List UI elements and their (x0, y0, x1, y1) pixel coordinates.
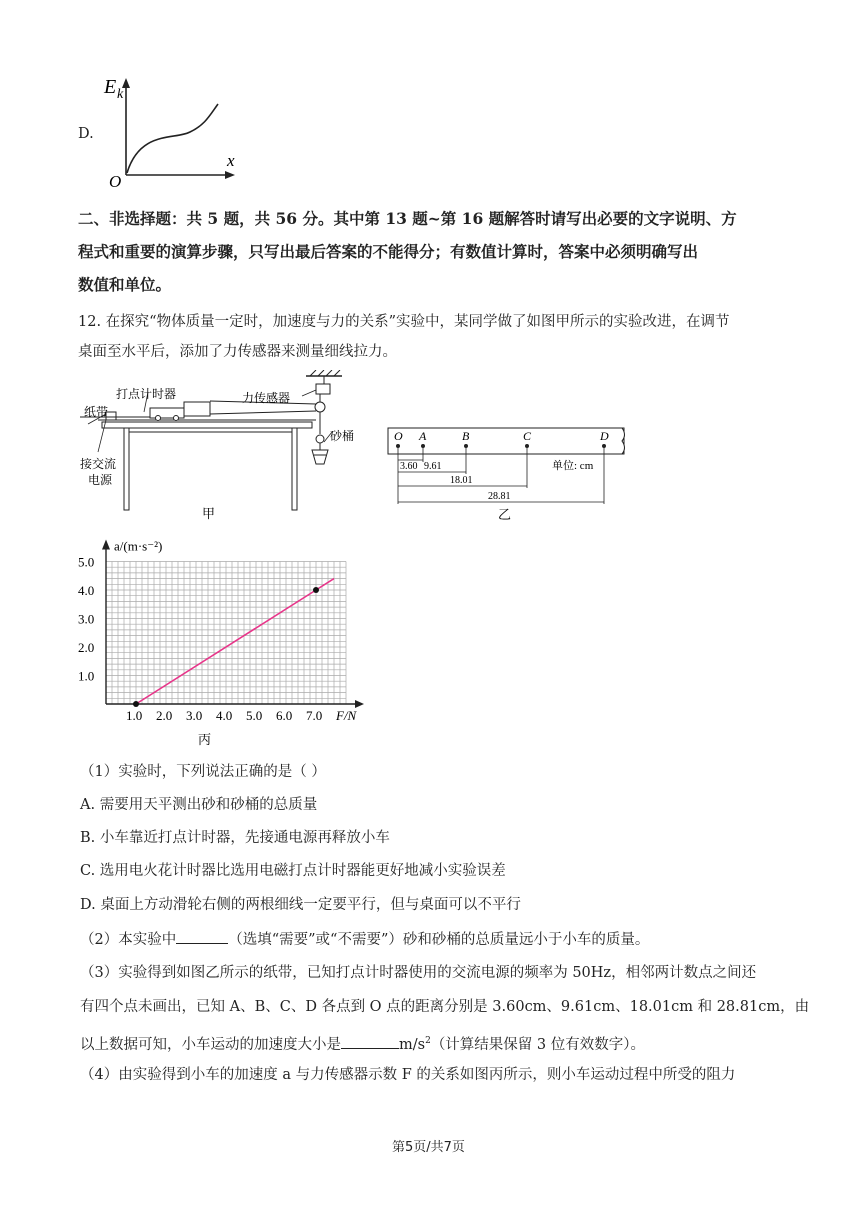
sub1-option-c: C. 选用电火花计时器比选用电磁打点计时器能更好地减小实验误差 (80, 863, 506, 879)
y-axis-title: a/(m·s⁻²) (114, 538, 163, 554)
x-tick-label: 1.0 (126, 708, 143, 723)
sub3-line3-post: （计算结果保留 3 位有效数字）。 (430, 1036, 646, 1053)
caption-yi: 乙 (498, 507, 512, 522)
q12-stem-line2: 桌面至水平后，添加了力传感器来测量细线拉力。 (78, 344, 397, 360)
option-d-label: D. (78, 126, 94, 142)
label-power-1: 接交流 (80, 457, 117, 471)
figure-bing-chart (76, 530, 376, 752)
sub1-option-d: D. 桌面上方动滑轮右侧的两根细线一定要平行，但与桌面可以不平行 (80, 897, 521, 913)
sub2-post: （选填“需要”或“不需要”）砂和砂桶的总质量远小于小车的质量。 (228, 932, 650, 948)
caption-jia: 甲 (202, 506, 216, 521)
section2-line3: 数值和单位。 (78, 275, 172, 294)
option-d-graph (100, 70, 250, 190)
tape-point-o: O (394, 429, 403, 443)
x-tick-label: 3.0 (186, 708, 203, 723)
y-axis-subscript: k (117, 87, 124, 102)
x-axis-arrow (355, 700, 364, 708)
sub2-line (80, 929, 649, 950)
tape-dist-18-01: 18.01 (450, 475, 473, 486)
tape-unit: 单位: cm (552, 460, 594, 472)
page-footer: 第5页/共7页 (392, 1140, 465, 1155)
sub2-answer-blank[interactable] (176, 929, 228, 944)
sub3-line2: 有四个点未画出，已知 A、B、C、D 各点到 O 点的距离分别是 3.60cm、9.61cm、18.01cm 和 28.81cm，由 (80, 999, 810, 1015)
tape-point-c: C (523, 429, 532, 443)
y-tick-label: 5.0 (78, 554, 95, 570)
tape-dist-28-81: 28.81 (488, 491, 511, 502)
data-point (313, 587, 319, 593)
x-tick-label: 4.0 (216, 708, 233, 723)
y-tick-label: 1.0 (78, 668, 95, 684)
q12-stem-line1: 12. 在探究“物体质量一定时，加速度与力的关系”实验中，某同学做了如图甲所示的实验改进，在调节 (78, 314, 730, 330)
sub3-line1: （3）实验得到如图乙所示的纸带，已知打点计时器使用的交流电源的频率为 50Hz，相邻两计数点之间还 (80, 965, 757, 981)
sub1-stem: （1）实验时，下列说法正确的是（ ） (80, 764, 326, 780)
y-tick-label: 2.0 (78, 640, 95, 655)
sub1-option-b: B. 小车靠近打点计时器，先接通电源再释放小车 (80, 830, 390, 846)
sub2-pre: （2）本实验中 (80, 932, 177, 948)
label-bucket: 砂桶 (330, 429, 355, 443)
sub4-line1: （4）由实验得到小车的加速度 a 与力传感器示数 F 的关系如图丙所示，则小车运动过程中所受的阻力 (80, 1067, 736, 1083)
caption-bing: 丙 (198, 732, 212, 747)
y-axis-arrow (102, 540, 110, 550)
x-tick-label: 7.0 (306, 708, 323, 723)
figure-yi (386, 422, 631, 526)
label-tape: 纸带 (84, 405, 109, 419)
figure-jia (80, 370, 360, 525)
x-axis-label: x (227, 151, 235, 170)
y-tick-label: 3.0 (78, 611, 95, 627)
origin-label: O (109, 172, 122, 190)
label-power-2: 电源 (88, 473, 113, 487)
sub3-unit: m/s (399, 1036, 426, 1053)
x-tick-label: 2.0 (156, 708, 173, 723)
x-tick-label: 5.0 (246, 708, 263, 723)
x-axis-title: F/N (336, 708, 357, 723)
section2-line1: 二、非选择题：共 5 题，共 56 分。其中第 13 题~第 16 题解答时请写出必要的文字说明、方 (78, 209, 737, 228)
label-sensor: 力传感器 (242, 391, 291, 405)
tape-point-b: B (462, 429, 470, 443)
sub3-unit-sup: 2 (425, 1036, 431, 1046)
data-point (133, 701, 139, 707)
sub3-line3-pre: 以上数据可知，小车运动的加速度大小是 (80, 1036, 341, 1053)
tape-dist-9-61: 9.61 (424, 461, 442, 472)
y-tick-label: 4.0 (78, 583, 95, 598)
x-tick-label: 6.0 (276, 708, 293, 723)
sub3-line3 (80, 1031, 645, 1055)
tape-dist-3-60: 3.60 (400, 461, 418, 472)
tape-point-d: D (600, 429, 609, 443)
sub1-option-a: A. 需要用天平测出砂和砂桶的总质量 (80, 797, 318, 813)
sub3-answer-blank[interactable] (341, 1034, 399, 1049)
y-axis-label: E (104, 76, 117, 98)
tape-point-a: A (419, 429, 427, 443)
label-timer: 打点计时器 (116, 387, 177, 401)
section2-line2: 程式和重要的演算步骤，只写出最后答案的不能得分；有数值计算时，答案中必须明确写出 (78, 242, 699, 261)
